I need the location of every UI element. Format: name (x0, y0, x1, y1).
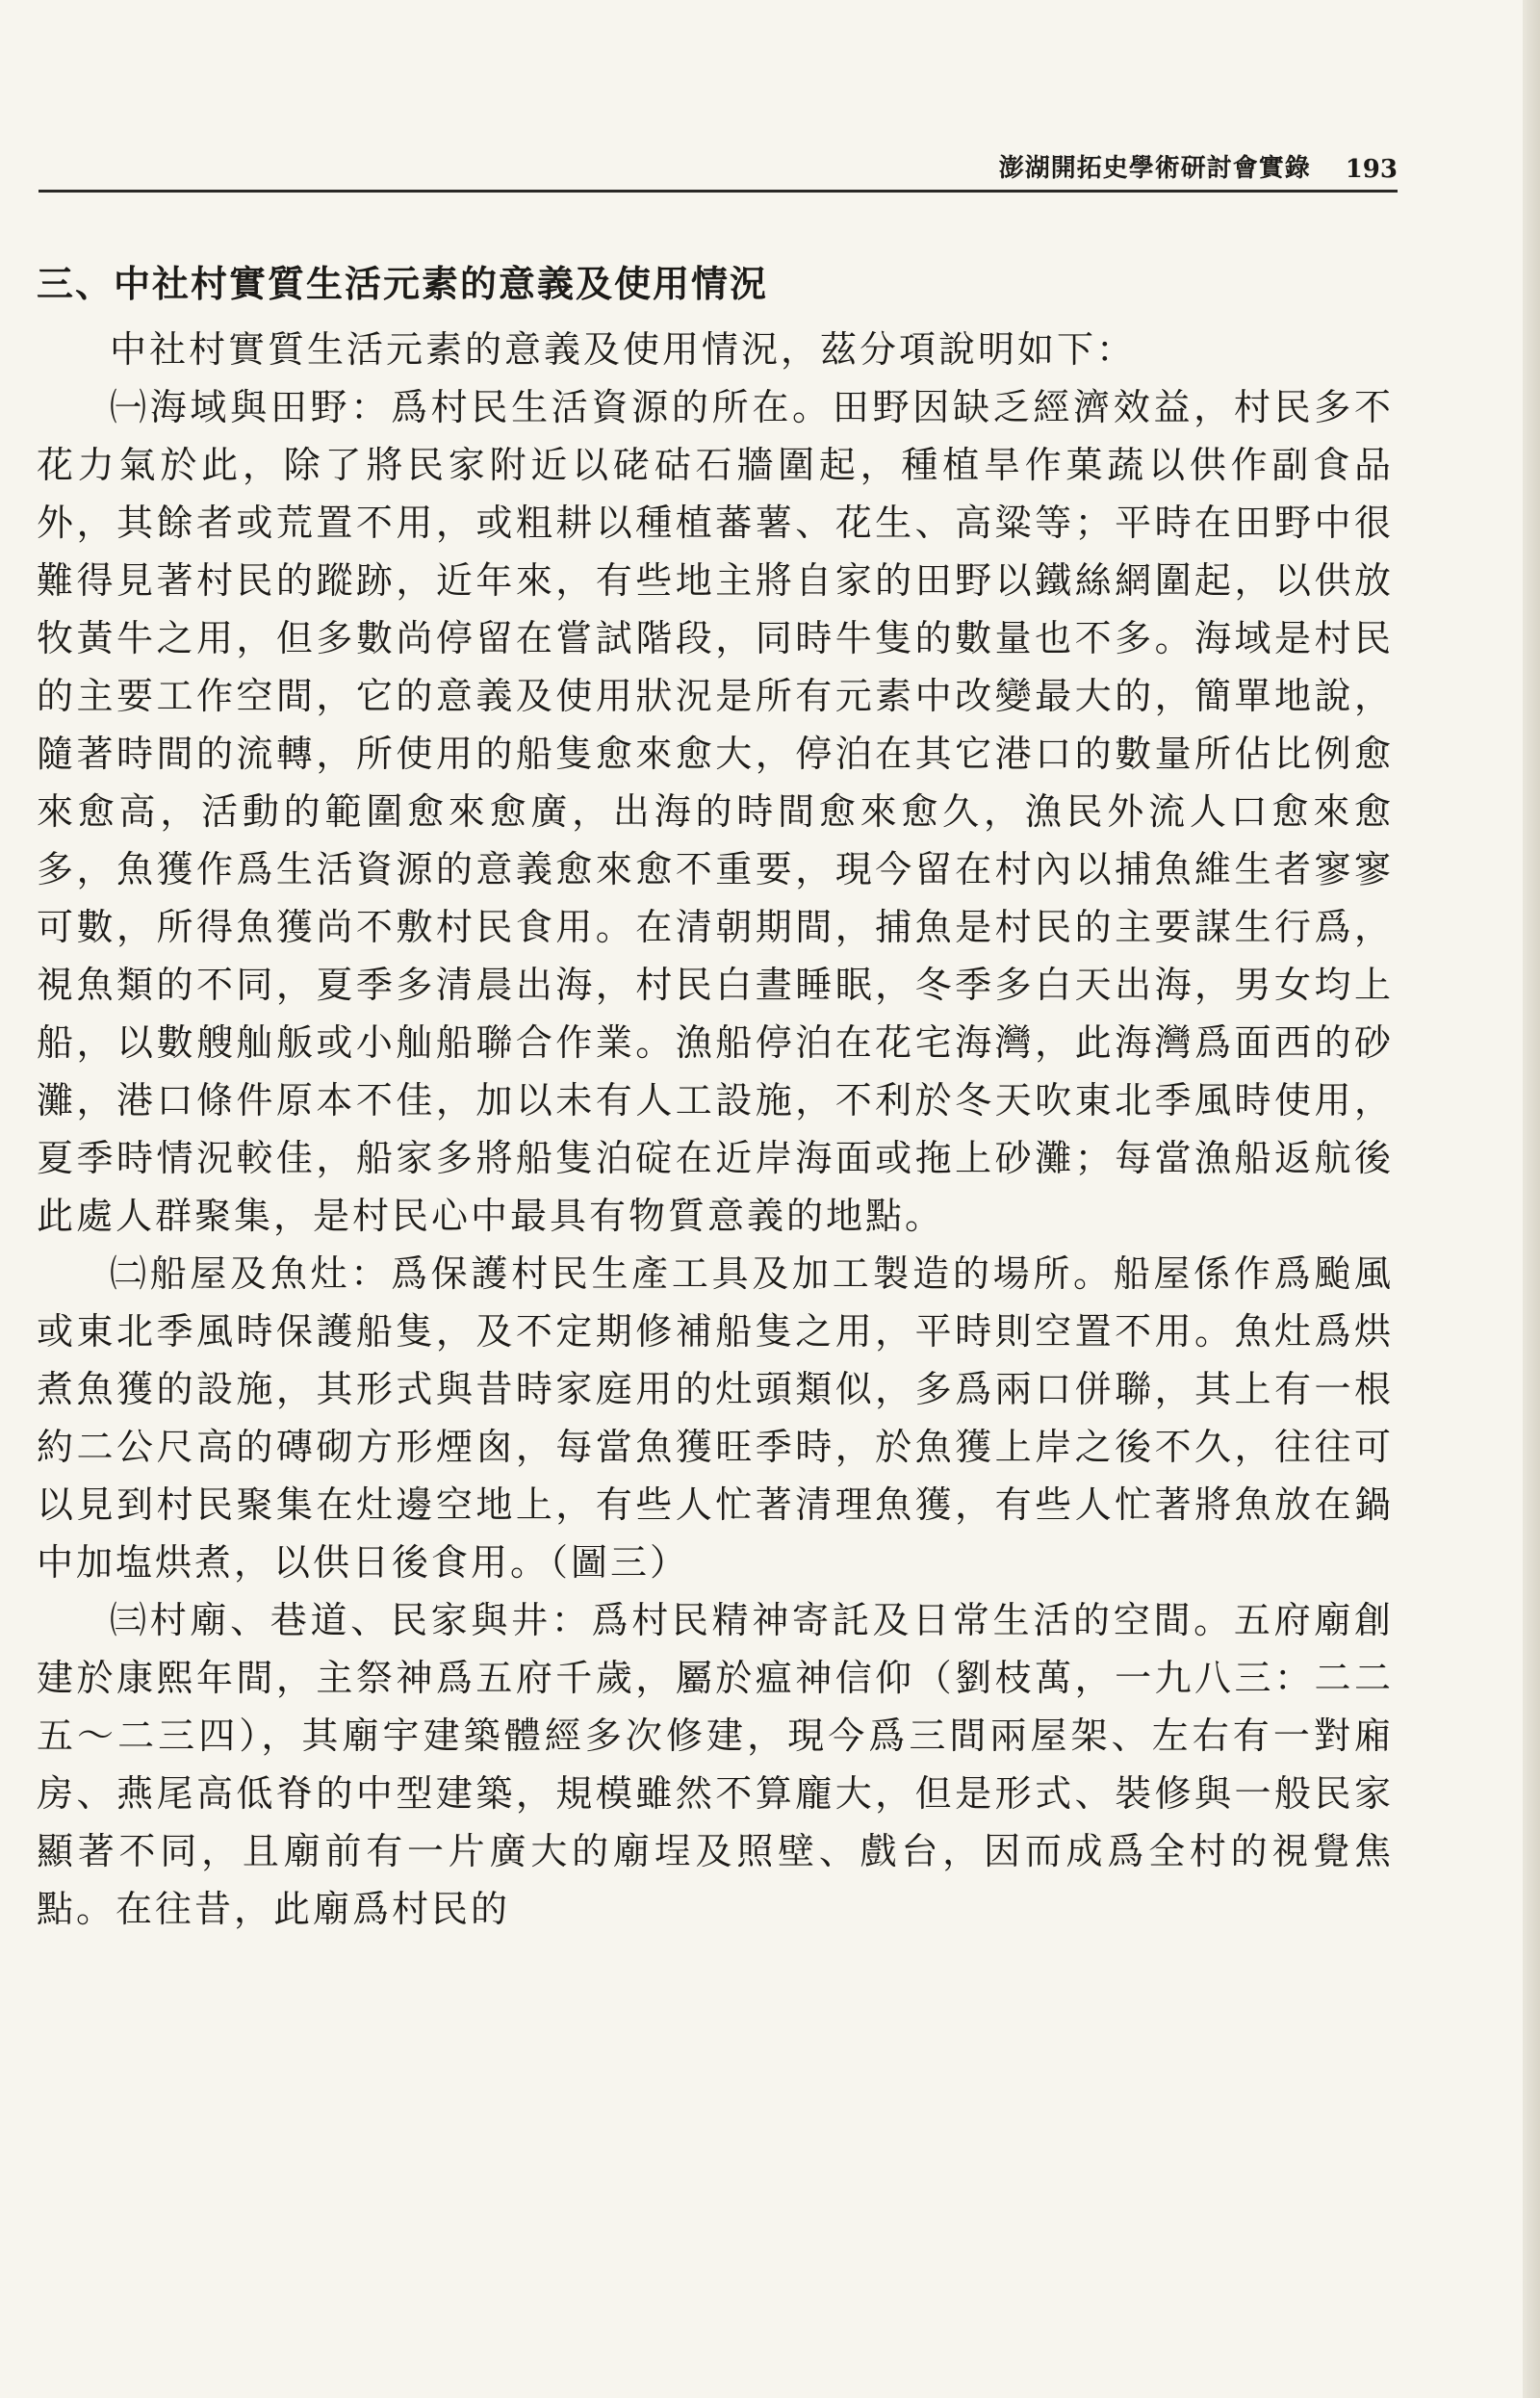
paragraph-sea-and-fields: ㈠海域與田野：爲村民生活資源的所在。田野因缺乏經濟效益，村民多不花力氣於此，除了將民家附近以硓𥑮石牆圍起，種植旱作菓蔬以供作副食品外，其餘者或荒置不用，或粗耕以種植蕃薯、花生、高粱等；平時在田野中很難得見著村民的蹤跡，近年來，有些地主將自家的田野以鐵絲網圍起，以供放牧黃牛之用，但多數尚停留在嘗試階段，同時牛隻的數量也不多。海域是村民的主要工作空間，它的意義及使用狀況是所有元素中改變最大的，簡單地說，隨著時間的流轉，所使用的船隻愈來愈大，停泊在其它港口的數量所佔比例愈來愈高，活動的範圍愈來愈廣，出海的時間愈來愈久，漁民外流人口愈來愈多，魚獲作爲生活資源的意義愈來愈不重要，現今留在村內以捕魚維生者寥寥可數，所得魚獲尚不敷村民食用。在清朝期間，捕魚是村民的主要謀生行爲，視魚類的不同，夏季多清晨出海，村民白晝睡眠，冬季多白天出海，男女均上船，以數艘舢舨或小舢船聯合作業。漁船停泊在花宅海灣，此海灣爲面西的砂灘，港口條件原本不佳，加以未有人工設施，不利於冬天吹東北季風時使用，夏季時情況較佳，船家多將船隻泊碇在近岸海面或拖上砂灘；每當漁船返航後此處人群聚集，是村民心中最具有物質意義的地點。 (37, 386, 1394, 1237)
running-header (38, 144, 1398, 193)
section-heading: 三、中社村實質生活元素的意義及使用情況 (37, 262, 769, 305)
page-number: 193 (1345, 155, 1398, 184)
running-title: 澎湖開拓史學術研討會實錄 (998, 154, 1311, 183)
paragraph-temple-lanes-houses-wells: ㈢村廟、巷道、民家與井：爲村民精神寄託及日常生活的空間。五府廟創建於康熙年間，主祭神爲五府千歲，屬於瘟神信仰（劉枝萬，一九八三：二二五～二三四），其廟宇建築體經多次修建，現今爲三間兩屋架、左右有一對廂房、燕尾高低脊的中型建築，規模雖然不算龐大，但是形式、裝修與一般民家顯著不同，且廟前有一片廣大的廟埕及照壁、戲台，因而成爲全村的視覺焦點。在往昔，此廟爲村民的 (37, 1599, 1394, 1930)
paragraph-boathouse-and-fish-stove: ㈡船屋及魚灶：爲保護村民生產工具及加工製造的場所。船屋係作爲颱風或東北季風時保護船隻，及不定期修補船隻之用，平時則空置不用。魚灶爲烘煮魚獲的設施，其形式與昔時家庭用的灶頭類似，多爲兩口併聯，其上有一根約二公尺高的磚砌方形煙囪，每當魚獲旺季時，於魚獲上岸之後不久，往往可以見到村民聚集在灶邊空地上，有些人忙著清理魚獲，有些人忙著將魚放在鍋中加塩烘煮，以供日後食用。（圖三） (37, 1252, 1394, 1584)
page-body (37, 255, 1394, 1938)
page-edge (1523, 0, 1540, 2398)
intro-paragraph: 中社村實質生活元素的意義及使用情況，茲分項說明如下： (110, 328, 1137, 371)
